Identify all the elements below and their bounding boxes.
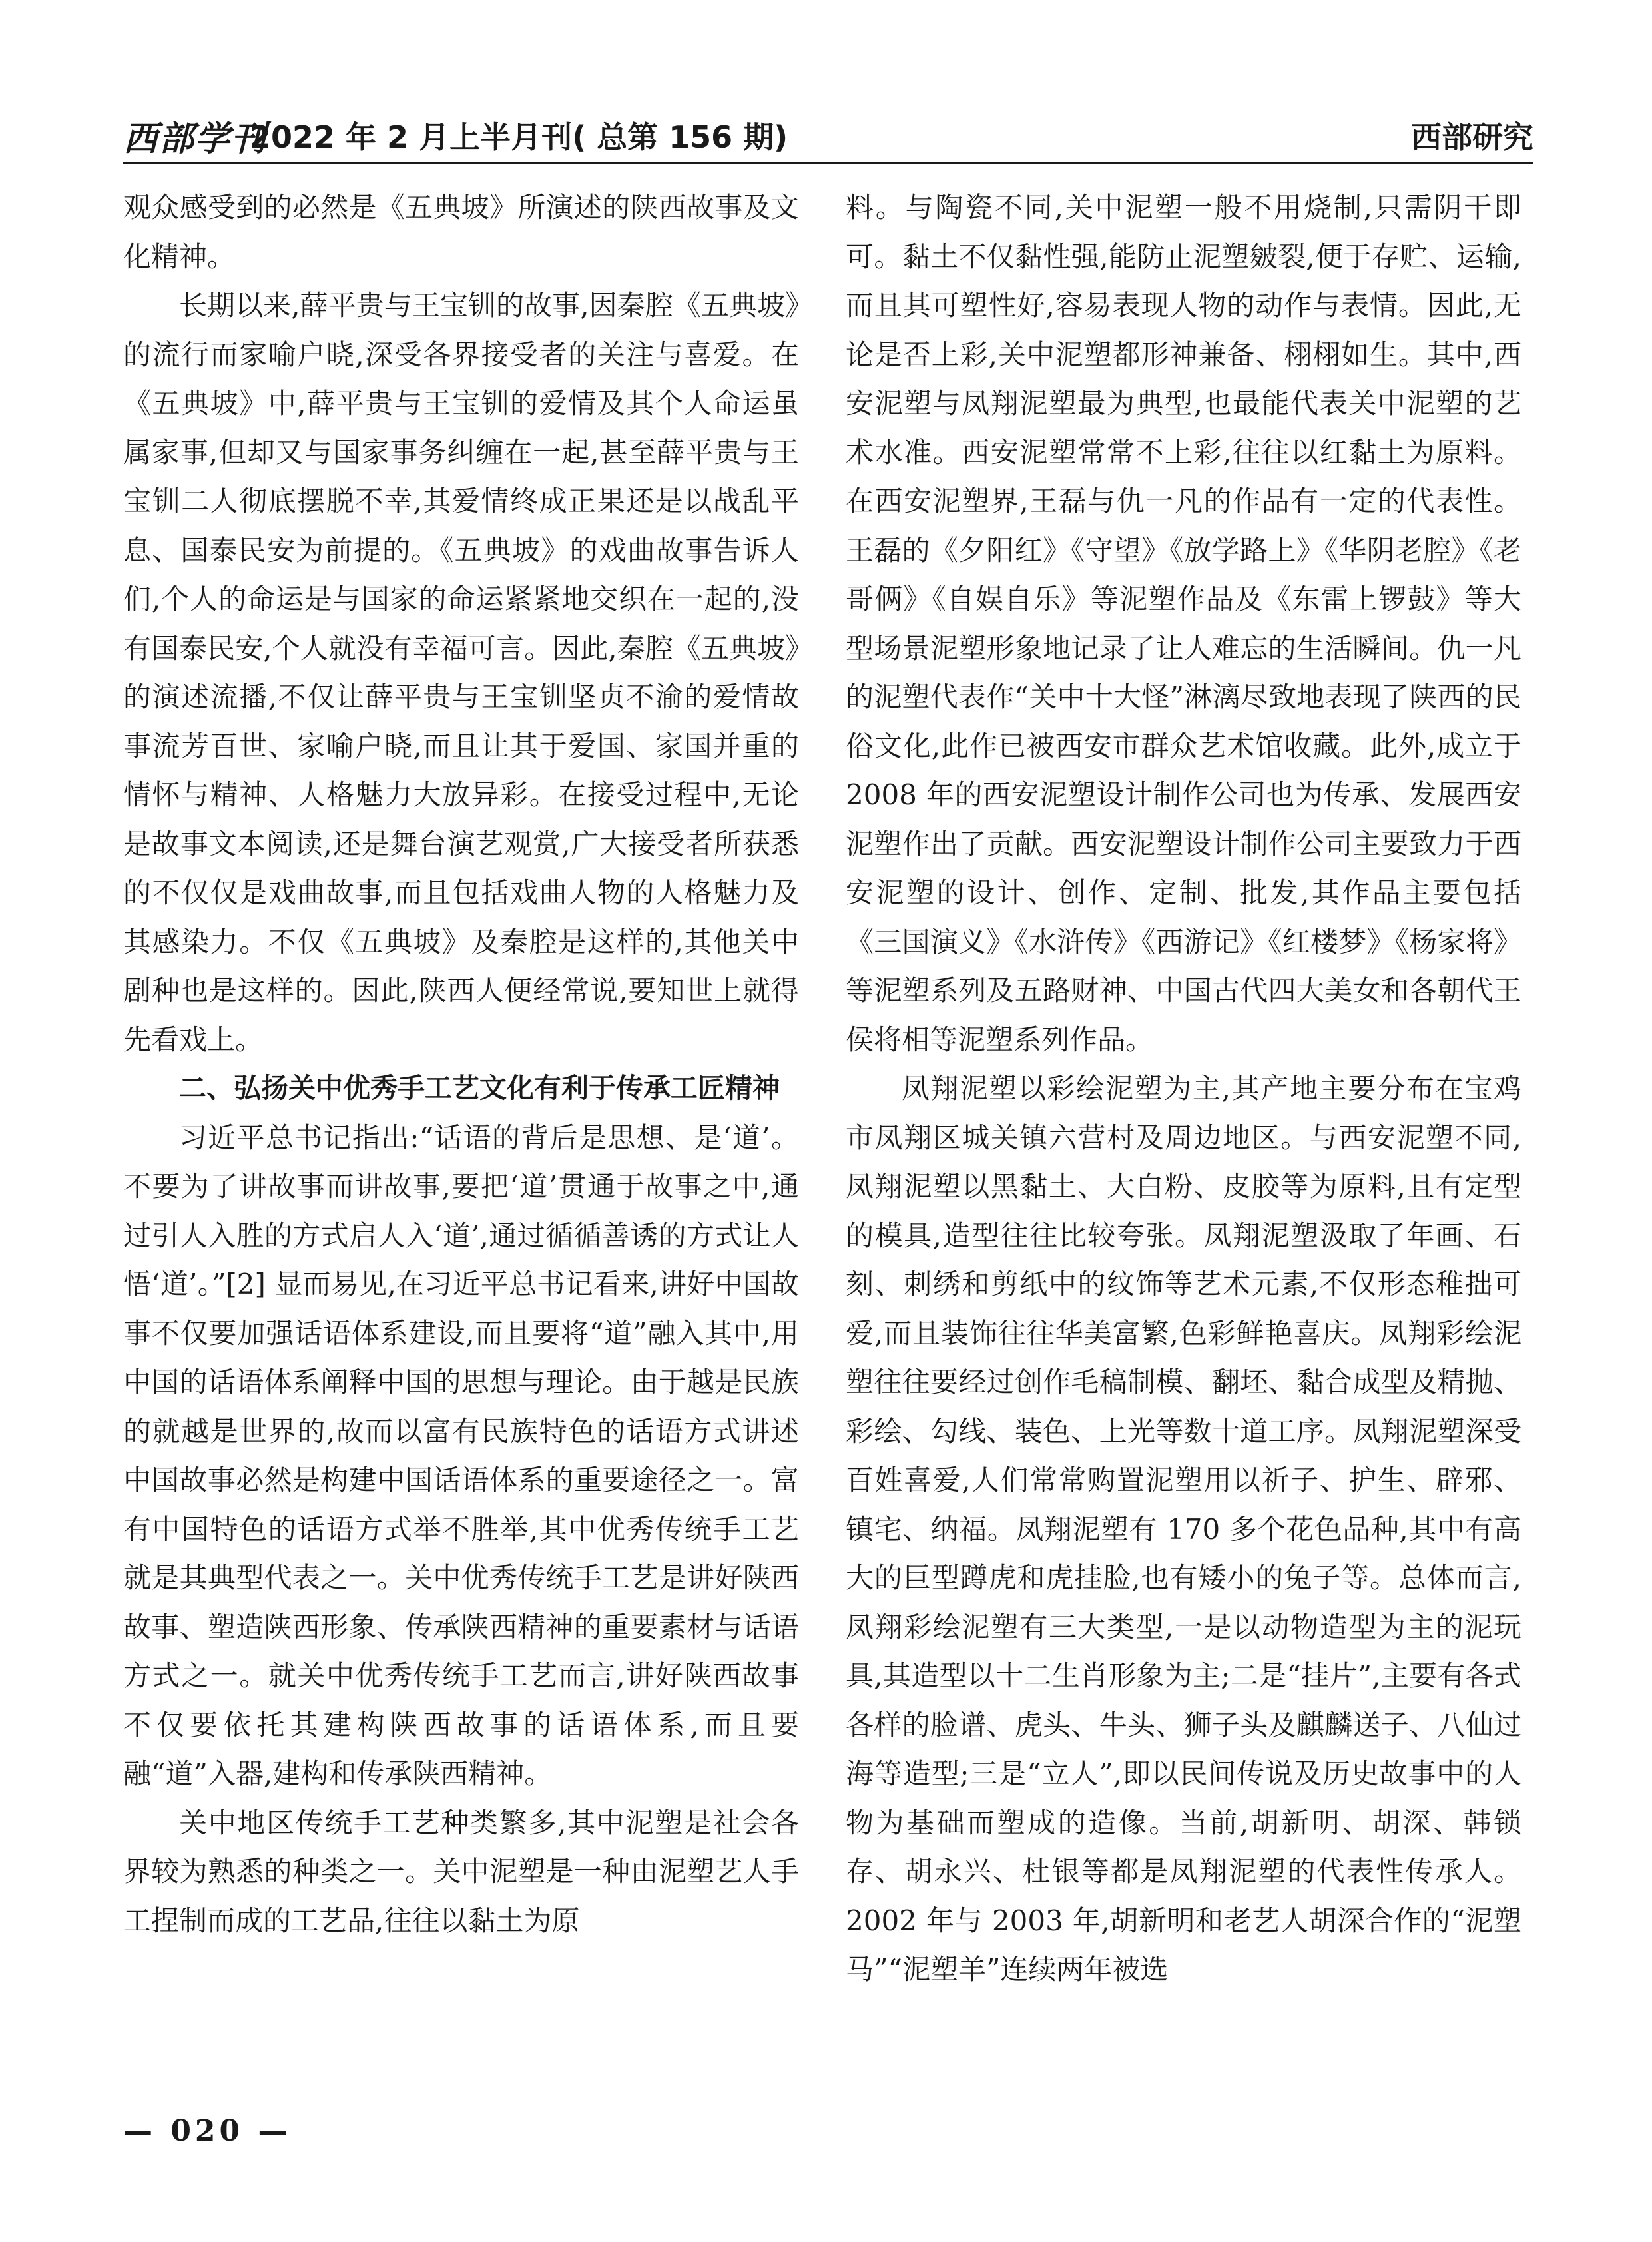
- header-rule: [123, 162, 1533, 164]
- section-heading: 二、弘扬关中优秀手工艺文化有利于传承工匠精神: [179, 1072, 780, 1104]
- paragraph: 观众感受到的必然是《五典坡》所演述的陕西故事及文化精神。: [123, 191, 799, 273]
- paragraph: 习近平总书记指出:“话语的背后是思想、是‘道’。不要为了讲故事而讲故事,要把‘道’贯通于故事之中,通过引人入胜的方式启人入‘道’,通过循循善诱的方式让人悟‘道’。”[2] 显而易见,在习近平总书记看来,讲好中国故事不仅要加强话语体系建设,而且要将“道”融入其中,用中国的话语体系阐释中国的思想与理论。由于越是民族的就越是世界的,故而以富有民族特色的话语方式讲述中国故事必然是构建中国话语体系的重要途径之一。富有中国特色的话语方式举不胜举,其中优秀传统手工艺就是其典型代表之一。关中优秀传统手工艺是讲好陕西故事、塑造陕西形象、传承陕西精神的重要素材与话语方式之一。就关中优秀传统手工艺而言,讲好陕西故事不仅要依托其建构陕西故事的话语体系,而且要融“道”入器,建构和传承陕西精神。: [123, 1121, 799, 1790]
- paragraph: 凤翔泥塑以彩绘泥塑为主,其产地主要分布在宝鸡市凤翔区城关镇六营村及周边地区。与西安泥塑不同,凤翔泥塑以黑黏土、大白粉、皮胶等为原料,且有定型的模具,造型往往比较夸张。凤翔泥塑汲取了年画、石刻、刺绣和剪纸中的纹饰等艺术元素,不仅形态稚拙可爱,而且装饰往往华美富繁,色彩鲜艳喜庆。凤翔彩绘泥塑往往要经过创作毛稿制模、翻坯、黏合成型及精抛、彩绘、勾线、装色、上光等数十道工序。凤翔泥塑深受百姓喜爱,人们常常购置泥塑用以祈子、护生、辟邪、镇宅、纳福。凤翔泥塑有 170 多个花色品种,其中有高大的巨型蹲虎和虎挂脸,也有矮小的兔子等。总体而言,凤翔彩绘泥塑有三大类型,一是以动物造型为主的泥玩具,其造型以十二生肖形象为主;二是“挂片”,主要有各式各样的脸谱、虎头、牛头、狮子头及麒麟送子、八仙过海等造型;三是“立人”,即以民间传说及历史故事中的人物为基础而塑成的造像。当前,胡新明、胡深、韩锁存、胡永兴、杜银等都是凤翔泥塑的代表性传承人。2002 年与 2003 年,胡新明和老艺人胡深合作的“泥塑马”“泥塑羊”连续两年被选: [846, 1072, 1521, 1986]
- paragraph: 料。与陶瓷不同,关中泥塑一般不用烧制,只需阴干即可。黏土不仅黏性强,能防止泥塑皴裂,便于存贮、运输,而且其可塑性好,容易表现人物的动作与表情。因此,无论是否上彩,关中泥塑都形神兼备、栩栩如生。其中,西安泥塑与凤翔泥塑最为典型,也最能代表关中泥塑的艺术水准。西安泥塑常常不上彩,往往以红黏土为原料。在西安泥塑界,王磊与仇一凡的作品有一定的代表性。王磊的《夕阳红》《守望》《放学路上》《华阴老腔》《老哥俩》《自娱自乐》等泥塑作品及《东雷上锣鼓》等大型场景泥塑形象地记录了让人难忘的生活瞬间。仇一凡的泥塑代表作“关中十大怪”淋漓尽致地表现了陕西的民俗文化,此作已被西安市群众艺术馆收藏。此外,成立于 2008 年的西安泥塑设计制作公司也为传承、发展西安泥塑作出了贡献。西安泥塑设计制作公司主要致力于西安泥塑的设计、创作、定制、批发,其作品主要包括《三国演义》《水浒传》《西游记》《红楼梦》《杨家将》等泥塑系列及五路财神、中国古代四大美女和各朝代王侯将相等泥塑系列作品。: [846, 191, 1521, 1056]
- right-column: [846, 183, 1521, 1994]
- section-name: 西部研究: [1411, 119, 1533, 155]
- left-column: [123, 183, 799, 1945]
- page-number: — 020 —: [123, 2114, 292, 2148]
- paragraph: 关中地区传统手工艺种类繁多,其中泥塑是社会各界较为熟悉的种类之一。关中泥塑是一种由泥塑艺人手工捏制而成的工艺品,往往以黏土为原: [123, 1806, 799, 1937]
- issue-info: 2022 年 2 月上半月刊( 总第 156 期): [250, 119, 788, 155]
- paragraph: 长期以来,薛平贵与王宝钏的故事,因秦腔《五典坡》的流行而家喻户晓,深受各界接受者的关注与喜爱。在《五典坡》中,薛平贵与王宝钏的爱情及其个人命运虽属家事,但却又与国家事务纠缠在一起,甚至薛平贵与王宝钏二人彻底摆脱不幸,其爱情终成正果还是以战乱平息、国泰民安为前提的。《五典坡》的戏曲故事告诉人们,个人的命运是与国家的命运紧紧地交织在一起的,没有国泰民安,个人就没有幸福可言。因此,秦腔《五典坡》的演述流播,不仅让薛平贵与王宝钏坚贞不渝的爱情故事流芳百世、家喻户晓,而且让其于爱国、家国并重的情怀与精神、人格魅力大放异彩。在接受过程中,无论是故事文本阅读,还是舞台演艺观赏,广大接受者所获悉的不仅仅是戏曲故事,而且包括戏曲人物的人格魅力及其感染力。不仅《五典坡》及秦腔是这样的,其他关中剧种也是这样的。因此,陕西人便经常说,要知世上就得先看戏上。: [123, 289, 799, 1056]
- page-header: [123, 107, 1533, 160]
- journal-logo: 西部学刊: [123, 119, 268, 159]
